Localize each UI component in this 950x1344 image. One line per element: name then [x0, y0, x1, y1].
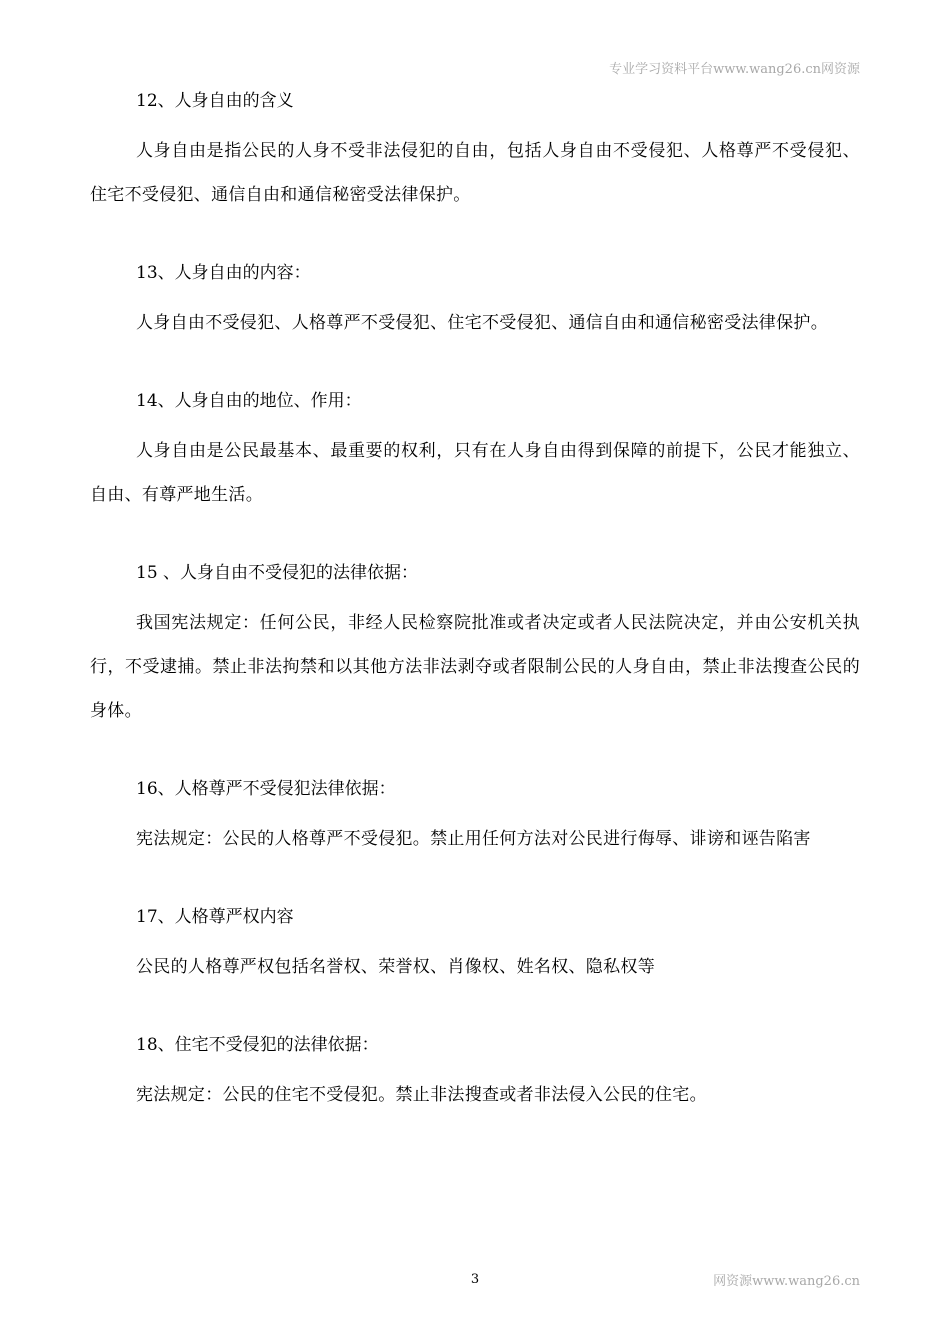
- section-heading: 12、人身自由的含义: [136, 91, 294, 111]
- section-heading: 18、住宅不受侵犯的法律依据：: [136, 1035, 379, 1055]
- section-heading: 17、人格尊严权内容: [136, 907, 294, 927]
- section-heading: 15 、人身自由不受侵犯的法律依据：: [136, 563, 419, 583]
- section-15: [90, 559, 860, 733]
- section-paragraph: 人身自由是公民最基本、最重要的权利，只有在人身自由得到保障的前提下，公民才能独立、自由、有尊严地生活。: [90, 441, 860, 505]
- footer-watermark-text: 网资源www.wang26.cn: [713, 1274, 860, 1289]
- section-paragraph: 人身自由不受侵犯、人格尊严不受侵犯、住宅不受侵犯、通信自由和通信秘密受法律保护。: [136, 313, 828, 333]
- section-paragraph: 公民的人格尊严权包括名誉权、荣誉权、肖像权、姓名权、隐私权等: [136, 957, 655, 977]
- section-17: [90, 903, 860, 989]
- section-16: [90, 775, 860, 861]
- section-heading: 13、人身自由的内容：: [136, 263, 311, 283]
- page-number: 3: [470, 1272, 480, 1287]
- section-heading: 14、人身自由的地位、作用：: [136, 391, 362, 411]
- section-12: [90, 87, 860, 217]
- header-watermark-text: 专业学习资料平台www.wang26.cn网资源: [609, 62, 860, 77]
- section-14: [90, 387, 860, 517]
- section-paragraph: 宪法规定：公民的住宅不受侵犯。禁止非法搜查或者非法侵入公民的住宅。: [136, 1085, 707, 1105]
- section-13: [90, 259, 860, 345]
- section-paragraph: 宪法规定：公民的人格尊严不受侵犯。禁止用任何方法对公民进行侮辱、诽谤和诬告陷害: [136, 829, 811, 849]
- section-paragraph: 人身自由是指公民的人身不受非法侵犯的自由，包括人身自由不受侵犯、人格尊严不受侵犯、住宅不受侵犯、通信自由和通信秘密受法律保护。: [90, 141, 860, 205]
- section-paragraph: 我国宪法规定：任何公民，非经人民检察院批准或者决定或者人民法院决定，并由公安机关执行，不受逮捕。禁止非法拘禁和以其他方法非法剥夺或者限制公民的人身自由，禁止非法搜查公民的身体。: [90, 613, 860, 721]
- document-body: [90, 87, 860, 1159]
- section-heading: 16、人格尊严不受侵犯法律依据：: [136, 779, 396, 799]
- section-18: [90, 1031, 860, 1117]
